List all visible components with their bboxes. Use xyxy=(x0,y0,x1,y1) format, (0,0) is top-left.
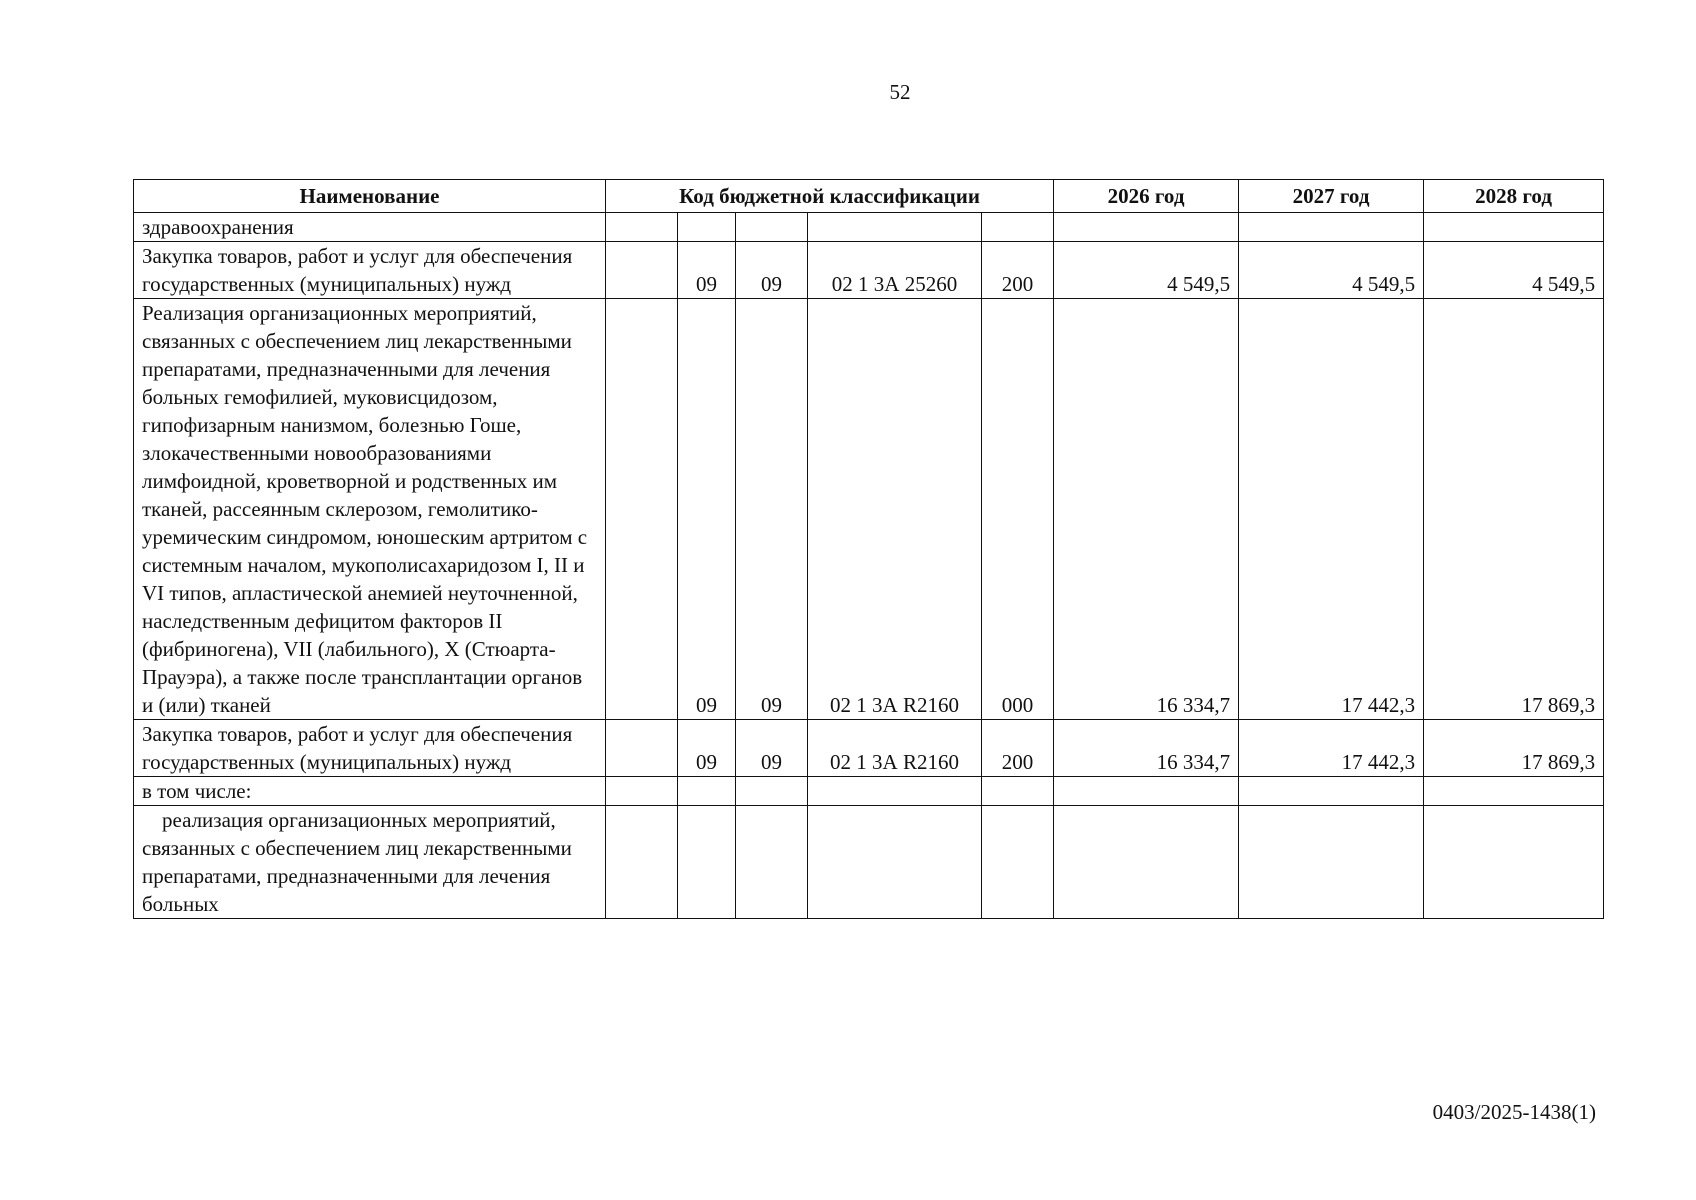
row-2027 xyxy=(1239,213,1424,242)
row-target: 02 1 3А 25260 xyxy=(808,242,982,299)
table-row xyxy=(134,777,1604,806)
header-2028: 2028 год xyxy=(1424,180,1604,213)
row-subsection: 09 xyxy=(736,242,808,299)
table-row xyxy=(134,720,1604,777)
row-ministry xyxy=(606,242,678,299)
row-name: Реализация организационных мероприятий, связанных с обеспечением лиц лекарственными препаратами, предназначенными для лечения больных гемофилией, муковисцидозом, гипофизарным нанизмом, болезнью Гоше, злокачественными новообразованиями лимфоидной, кроветворной и родственных им тканей, рассеянным склерозом, гемолитико-уремическим синдромом, юношеским артритом с системным началом, мукополисахаридозом I, II и VI типов, апластической анемией неуточненной, наследственным дефицитом факторов II (фибриногена), VII (лабильного), X (Стюарта-Прауэра), а также после трансплантации органов и (или) тканей xyxy=(134,299,606,720)
row-subsection: 09 xyxy=(736,299,808,720)
row-ministry xyxy=(606,213,678,242)
row-subsection xyxy=(736,777,808,806)
table-row xyxy=(134,242,1604,299)
row-type: 000 xyxy=(982,299,1054,720)
row-2028: 17 869,3 xyxy=(1424,299,1604,720)
row-2026 xyxy=(1054,777,1239,806)
row-section: 09 xyxy=(678,242,736,299)
header-code: Код бюджетной классификации xyxy=(606,180,1054,213)
row-2028: 4 549,5 xyxy=(1424,242,1604,299)
row-type xyxy=(982,777,1054,806)
row-type: 200 xyxy=(982,242,1054,299)
row-2026 xyxy=(1054,213,1239,242)
row-name: в том числе: xyxy=(134,777,606,806)
row-name: здравоохранения xyxy=(134,213,606,242)
row-type xyxy=(982,806,1054,919)
row-name: Закупка товаров, работ и услуг для обеспечения государственных (муниципальных) нужд xyxy=(134,720,606,777)
table-row xyxy=(134,806,1604,919)
table-row xyxy=(134,213,1604,242)
row-section xyxy=(678,777,736,806)
row-2026: 16 334,7 xyxy=(1054,299,1239,720)
header-name: Наименование xyxy=(134,180,606,213)
row-2028 xyxy=(1424,777,1604,806)
row-section: 09 xyxy=(678,299,736,720)
row-subsection xyxy=(736,806,808,919)
row-2028 xyxy=(1424,806,1604,919)
row-2027 xyxy=(1239,806,1424,919)
row-type xyxy=(982,213,1054,242)
row-2027: 17 442,3 xyxy=(1239,299,1424,720)
row-2028: 17 869,3 xyxy=(1424,720,1604,777)
row-2026 xyxy=(1054,806,1239,919)
row-target xyxy=(808,213,982,242)
row-2027 xyxy=(1239,777,1424,806)
row-name: реализация организационных мероприятий, связанных с обеспечением лиц лекарственными препаратами, предназначенными для лечения больных xyxy=(134,806,606,919)
table-row xyxy=(134,299,1604,720)
row-section xyxy=(678,806,736,919)
row-2026: 16 334,7 xyxy=(1054,720,1239,777)
row-ministry xyxy=(606,777,678,806)
row-section: 09 xyxy=(678,720,736,777)
row-subsection xyxy=(736,213,808,242)
row-target: 02 1 3А R2160 xyxy=(808,720,982,777)
row-target xyxy=(808,806,982,919)
row-type: 200 xyxy=(982,720,1054,777)
row-ministry xyxy=(606,299,678,720)
row-target: 02 1 3А R2160 xyxy=(808,299,982,720)
row-2026: 4 549,5 xyxy=(1054,242,1239,299)
row-2028 xyxy=(1424,213,1604,242)
row-2027: 4 549,5 xyxy=(1239,242,1424,299)
table-header-row xyxy=(134,180,1604,213)
row-2027: 17 442,3 xyxy=(1239,720,1424,777)
budget-table xyxy=(133,179,1604,919)
row-target xyxy=(808,777,982,806)
row-ministry xyxy=(606,806,678,919)
header-2026: 2026 год xyxy=(1054,180,1239,213)
row-ministry xyxy=(606,720,678,777)
row-subsection: 09 xyxy=(736,720,808,777)
header-2027: 2027 год xyxy=(1239,180,1424,213)
page-number: 52 xyxy=(889,80,911,104)
row-section xyxy=(678,213,736,242)
row-name: Закупка товаров, работ и услуг для обеспечения государственных (муниципальных) нужд xyxy=(134,242,606,299)
document-code: 0403/2025-1438(1) xyxy=(1432,1100,1596,1124)
